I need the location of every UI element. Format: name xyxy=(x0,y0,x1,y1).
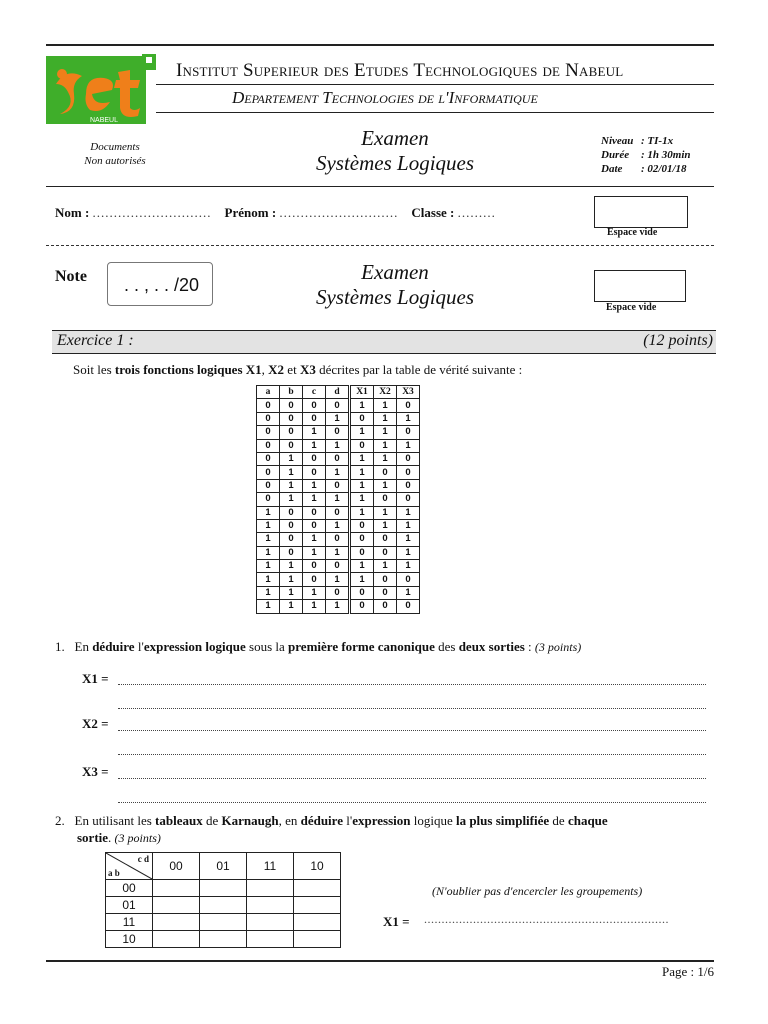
q1-x3-label: X3 = xyxy=(82,764,109,779)
note-label: Note xyxy=(55,268,87,285)
karnaugh-map-x1 xyxy=(105,852,341,948)
truth-table-header-cell: c xyxy=(303,386,326,399)
truth-table-cell: 1 xyxy=(257,586,280,599)
truth-table-cell: 0 xyxy=(374,546,397,559)
truth-table-cell: 1 xyxy=(397,519,420,532)
truth-table-cell: 1 xyxy=(326,466,350,479)
truth-table-header-cell: X2 xyxy=(374,386,397,399)
q2-x1-answer-line[interactable]: ...................................................................... xyxy=(424,912,669,926)
footer-rule xyxy=(46,960,714,962)
q2-bold: expression xyxy=(352,813,411,828)
kmap-cell[interactable] xyxy=(294,880,341,897)
kmap-cell[interactable] xyxy=(200,914,247,931)
kmap-cell[interactable] xyxy=(294,931,341,948)
truth-table-cell: 1 xyxy=(257,506,280,519)
truth-table-cell: 0 xyxy=(326,506,350,519)
nom-label: Nom : xyxy=(55,205,90,220)
q1-x2-label: X2 = xyxy=(82,716,109,731)
kmap-cell[interactable] xyxy=(200,931,247,948)
truth-table-cell: 1 xyxy=(257,546,280,559)
kmap-col-header: 01 xyxy=(200,853,247,880)
truth-table-cell: 1 xyxy=(303,586,326,599)
truth-table-cell: 0 xyxy=(374,573,397,586)
truth-table-cell: 0 xyxy=(303,466,326,479)
truth-table-cell: 1 xyxy=(303,493,326,506)
classe-label: Classe : xyxy=(411,205,455,220)
identity-row xyxy=(55,205,496,221)
truth-table-cell: 1 xyxy=(374,439,397,452)
q1-bold: expression logique xyxy=(143,639,246,654)
truth-table-row xyxy=(257,439,420,452)
truth-table-cell: 1 xyxy=(397,586,420,599)
kmap-row-header: 01 xyxy=(106,897,153,914)
truth-table-cell: 0 xyxy=(257,452,280,465)
documents-notice xyxy=(60,140,170,168)
niveau-value: : TI-1x xyxy=(641,135,674,147)
truth-table-cell: 0 xyxy=(303,412,326,425)
truth-table-cell: 1 xyxy=(280,466,303,479)
truth-table-cell: 0 xyxy=(257,426,280,439)
kmap-corner xyxy=(106,853,153,880)
truth-table-cell: 0 xyxy=(257,399,280,412)
q2-text: de xyxy=(202,813,222,828)
truth-table-cell: 0 xyxy=(374,600,397,613)
truth-table-cell: 1 xyxy=(374,452,397,465)
kmap-cell[interactable] xyxy=(200,880,247,897)
q1-number: 1. xyxy=(55,639,65,654)
truth-table-cell: 0 xyxy=(350,519,374,532)
prenom-field[interactable]: ............................ xyxy=(279,205,399,220)
exam-title-block xyxy=(280,126,510,176)
q1-text: : xyxy=(524,639,535,654)
iset-logo xyxy=(46,54,156,126)
truth-table-cell: 0 xyxy=(350,533,374,546)
truth-table-cell: 0 xyxy=(303,452,326,465)
date-label: Date xyxy=(601,163,623,175)
department-name: Departement Technologies de l'Informatique xyxy=(232,88,538,107)
q1-x1-label: X1 = xyxy=(82,671,109,686)
truth-table-cell: 0 xyxy=(350,600,374,613)
top-rule xyxy=(46,44,714,46)
truth-table-cell: 0 xyxy=(397,600,420,613)
truth-table-cell: 1 xyxy=(257,560,280,573)
truth-table-cell: 1 xyxy=(326,573,350,586)
truth-table-cell: 1 xyxy=(397,546,420,559)
truth-table-cell: 1 xyxy=(350,506,374,519)
logo-subtitle: NABEUL xyxy=(89,117,119,124)
classe-field[interactable]: ......... xyxy=(457,205,496,220)
truth-table-cell: 1 xyxy=(350,479,374,492)
intro-text: Soit les xyxy=(73,362,115,377)
q1-bold: première forme canonique xyxy=(288,639,435,654)
truth-table-cell: 1 xyxy=(350,466,374,479)
exercise-title: Exercice 1 : xyxy=(57,332,134,349)
q2-text: En utilisant les xyxy=(74,813,156,828)
intro-text: , xyxy=(261,362,269,377)
truth-table-cell: 1 xyxy=(303,426,326,439)
q1-text: des xyxy=(434,639,459,654)
q1-x3-answer-line-2[interactable] xyxy=(118,802,706,803)
truth-table-row xyxy=(257,452,420,465)
truth-table-cell: 0 xyxy=(374,466,397,479)
exam-subject-2: Systèmes Logiques xyxy=(315,285,475,309)
truth-table-cell: 1 xyxy=(350,560,374,573)
documents-line-1: Documents xyxy=(90,141,140,153)
truth-table-cell: 1 xyxy=(326,546,350,559)
truth-table-cell: 0 xyxy=(257,493,280,506)
truth-table-cell: 0 xyxy=(280,546,303,559)
truth-table-cell: 1 xyxy=(280,493,303,506)
q2-bold: chaque xyxy=(567,813,608,828)
kmap-cd-label: c d xyxy=(137,854,149,864)
institute-name: Institut Superieur des Etudes Technologiques de Nabeul xyxy=(176,60,624,81)
q1-x1-answer-line-1[interactable] xyxy=(118,684,706,685)
truth-table-cell: 0 xyxy=(350,546,374,559)
truth-table-header-cell: X1 xyxy=(350,386,374,399)
q2-bold: la plus simplifiée xyxy=(455,813,550,828)
header-rule-2 xyxy=(156,112,714,113)
q2-text: , en xyxy=(278,813,301,828)
truth-table-cell: 0 xyxy=(374,586,397,599)
intro-text: décrites par la table de vérité suivante : xyxy=(315,362,523,377)
truth-table-cell: 0 xyxy=(397,479,420,492)
q1-x2-answer-line-2[interactable] xyxy=(118,754,706,755)
truth-table-cell: 0 xyxy=(397,452,420,465)
truth-table-cell: 1 xyxy=(397,439,420,452)
question-1 xyxy=(55,639,581,655)
truth-table-cell: 0 xyxy=(326,586,350,599)
truth-table-cell: 0 xyxy=(280,412,303,425)
truth-table-cell: 1 xyxy=(397,560,420,573)
truth-table-row xyxy=(257,399,420,412)
truth-table-cell: 0 xyxy=(326,452,350,465)
kmap-row-header: 10 xyxy=(106,931,153,948)
truth-table-cell: 0 xyxy=(326,533,350,546)
truth-table-cell: 1 xyxy=(350,493,374,506)
truth-table-cell: 0 xyxy=(257,479,280,492)
kmap-cell[interactable] xyxy=(153,914,200,931)
duree-label: Durée xyxy=(601,149,630,161)
truth-table-row xyxy=(257,573,420,586)
exam-subject: Systèmes Logiques xyxy=(315,151,475,175)
truth-table-cell: 1 xyxy=(397,412,420,425)
q2-text: l' xyxy=(342,813,353,828)
truth-table-cell: 0 xyxy=(280,519,303,532)
truth-table-cell: 1 xyxy=(280,573,303,586)
kmap-row-header: 00 xyxy=(106,880,153,897)
truth-table-cell: 1 xyxy=(326,493,350,506)
truth-table-cell: 0 xyxy=(303,560,326,573)
truth-table-cell: 1 xyxy=(280,560,303,573)
kmap-ab-label: a b xyxy=(108,868,120,878)
truth-table-cell: 1 xyxy=(326,600,350,613)
espace-vide-label-1: Espace vide xyxy=(607,227,658,238)
kmap-header-row xyxy=(106,853,341,880)
q2-bold: sortie xyxy=(77,830,109,845)
q2-text: de xyxy=(549,813,568,828)
truth-table-row xyxy=(257,506,420,519)
truth-table-cell: 0 xyxy=(280,506,303,519)
exercise-bar xyxy=(52,330,716,354)
kmap-cell[interactable] xyxy=(153,897,200,914)
q2-number: 2. xyxy=(55,813,65,828)
intro-bold-2: X2 xyxy=(268,362,285,377)
q1-text: l' xyxy=(134,639,144,654)
grouping-hint: (N'oublier pas d'encercler les groupements) xyxy=(432,884,643,898)
exam-title-2: Examen xyxy=(361,260,429,284)
truth-table-cell: 0 xyxy=(303,519,326,532)
kmap-cell[interactable] xyxy=(294,897,341,914)
truth-table-row xyxy=(257,493,420,506)
espace-vide-box-2[interactable] xyxy=(594,270,686,302)
page-number: Page : 1/6 xyxy=(662,964,714,979)
truth-table-cell: 0 xyxy=(257,439,280,452)
q2-text: . xyxy=(108,830,115,845)
truth-table-cell: 1 xyxy=(374,560,397,573)
q1-x2-answer-line-1[interactable] xyxy=(118,730,706,731)
q1-points: (3 points) xyxy=(534,640,582,654)
truth-table-cell: 0 xyxy=(280,426,303,439)
header-rule-3 xyxy=(46,186,714,187)
truth-table-cell: 0 xyxy=(374,493,397,506)
truth-table-cell: 1 xyxy=(374,519,397,532)
documents-line-2: Non autorisés xyxy=(84,155,146,167)
date-value: : 02/01/18 xyxy=(641,163,687,175)
truth-table-cell: 1 xyxy=(257,600,280,613)
truth-table-cell: 1 xyxy=(374,479,397,492)
kmap-cell[interactable] xyxy=(153,880,200,897)
kmap-cell[interactable] xyxy=(247,914,294,931)
exercise-points: (12 points) xyxy=(643,332,713,349)
truth-table-cell: 1 xyxy=(374,399,397,412)
q2-bold: tableaux xyxy=(155,813,203,828)
q1-text: sous la xyxy=(245,639,289,654)
kmap-cell[interactable] xyxy=(247,897,294,914)
kmap-cell[interactable] xyxy=(247,880,294,897)
truth-table-header xyxy=(257,386,420,399)
truth-table-cell: 1 xyxy=(257,533,280,546)
truth-table-cell: 1 xyxy=(350,452,374,465)
truth-table-cell: 0 xyxy=(350,412,374,425)
truth-table-cell: 1 xyxy=(397,533,420,546)
truth-table-cell: 1 xyxy=(280,600,303,613)
espace-vide-label-2: Espace vide xyxy=(606,302,657,313)
truth-table-cell: 0 xyxy=(326,560,350,573)
truth-table-cell: 0 xyxy=(350,586,374,599)
question-2 xyxy=(55,812,608,847)
q1-text: En xyxy=(74,639,93,654)
truth-table-cell: 1 xyxy=(397,506,420,519)
truth-table-cell: 0 xyxy=(397,573,420,586)
truth-table-row xyxy=(257,426,420,439)
q2-bold: déduire xyxy=(300,813,343,828)
espace-vide-box-1[interactable] xyxy=(594,196,688,228)
truth-table-cell: 1 xyxy=(326,519,350,532)
truth-table-cell: 0 xyxy=(280,399,303,412)
truth-table-cell: 0 xyxy=(257,412,280,425)
truth-table-row xyxy=(257,600,420,613)
truth-table-row xyxy=(257,519,420,532)
truth-table-cell: 0 xyxy=(397,466,420,479)
q1-x3-answer-line-1[interactable] xyxy=(118,778,706,779)
truth-table-cell: 0 xyxy=(280,533,303,546)
truth-table-cell: 1 xyxy=(280,479,303,492)
truth-table-cell: 0 xyxy=(397,399,420,412)
prenom-label: Prénom : xyxy=(224,205,277,220)
truth-table-cell: 1 xyxy=(350,573,374,586)
truth-table-header-cell: b xyxy=(280,386,303,399)
nom-field[interactable]: ............................ xyxy=(92,205,212,220)
truth-table-cell: 1 xyxy=(303,479,326,492)
truth-table-cell: 1 xyxy=(257,573,280,586)
truth-table-cell: 1 xyxy=(280,452,303,465)
truth-table-cell: 0 xyxy=(303,573,326,586)
intro-bold-1: trois fonctions logiques X1 xyxy=(114,362,262,377)
truth-table-cell: 0 xyxy=(303,506,326,519)
truth-table-row xyxy=(257,533,420,546)
truth-table-cell: 0 xyxy=(326,399,350,412)
truth-table-cell: 1 xyxy=(374,426,397,439)
truth-table-cell: 0 xyxy=(397,426,420,439)
truth-table-cell: 1 xyxy=(257,519,280,532)
niveau-label: Niveau xyxy=(601,135,634,147)
intro-bold-3: X3 xyxy=(299,362,316,377)
kmap-col-header: 10 xyxy=(294,853,341,880)
truth-table-cell: 1 xyxy=(303,600,326,613)
duree-value: : 1h 30min xyxy=(641,149,691,161)
kmap-cell[interactable] xyxy=(294,914,341,931)
truth-table-cell: 0 xyxy=(303,399,326,412)
kmap-col-header: 00 xyxy=(153,853,200,880)
header-rule-1 xyxy=(156,84,714,85)
kmap-row xyxy=(106,880,341,897)
truth-table-cell: 0 xyxy=(326,426,350,439)
truth-table-header-cell: d xyxy=(326,386,350,399)
exercise-intro xyxy=(73,362,522,378)
truth-table-cell: 1 xyxy=(303,439,326,452)
q2-text: logique xyxy=(410,813,456,828)
q2-x1-label: X1 = xyxy=(383,914,410,929)
truth-table-cell: 0 xyxy=(374,533,397,546)
intro-text: et xyxy=(284,362,300,377)
q1-bold: deux sorties xyxy=(458,639,525,654)
truth-table-cell: 0 xyxy=(326,479,350,492)
truth-table-row xyxy=(257,412,420,425)
truth-table-cell: 0 xyxy=(397,493,420,506)
truth-table-row xyxy=(257,466,420,479)
truth-table-cell: 0 xyxy=(257,466,280,479)
exam-meta xyxy=(601,134,691,176)
q2-points: (3 points) xyxy=(114,831,161,845)
kmap-cell[interactable] xyxy=(247,931,294,948)
truth-table-cell: 1 xyxy=(374,412,397,425)
kmap-cell[interactable] xyxy=(153,931,200,948)
truth-table-cell: 1 xyxy=(374,506,397,519)
truth-table-cell: 1 xyxy=(350,426,374,439)
truth-table-header-cell: X3 xyxy=(397,386,420,399)
truth-table-cell: 1 xyxy=(280,586,303,599)
note-value: . . , . . /20 xyxy=(123,275,200,295)
kmap-col-header: 11 xyxy=(247,853,294,880)
kmap-row xyxy=(106,897,341,914)
truth-table xyxy=(256,385,420,614)
truth-table-cell: 1 xyxy=(326,412,350,425)
truth-table-cell: 1 xyxy=(350,399,374,412)
truth-table-cell: 1 xyxy=(303,546,326,559)
truth-table-row xyxy=(257,479,420,492)
truth-table-cell: 1 xyxy=(303,533,326,546)
kmap-row xyxy=(106,931,341,948)
truth-table-row xyxy=(257,560,420,573)
exam-title: Examen xyxy=(361,126,429,150)
exam-title-block-2 xyxy=(280,260,510,310)
kmap-row xyxy=(106,914,341,931)
truth-table-row xyxy=(257,586,420,599)
truth-table-cell: 1 xyxy=(326,439,350,452)
q1-bold: déduire xyxy=(92,639,135,654)
q2-bold: Karnaugh xyxy=(221,813,279,828)
truth-table-cell: 0 xyxy=(280,439,303,452)
kmap-cell[interactable] xyxy=(200,897,247,914)
truth-table-row xyxy=(257,546,420,559)
truth-table-cell: 0 xyxy=(350,439,374,452)
q1-x1-answer-line-2[interactable] xyxy=(118,708,706,709)
cut-line xyxy=(46,245,714,246)
truth-table-header-cell: a xyxy=(257,386,280,399)
kmap-row-header: 11 xyxy=(106,914,153,931)
